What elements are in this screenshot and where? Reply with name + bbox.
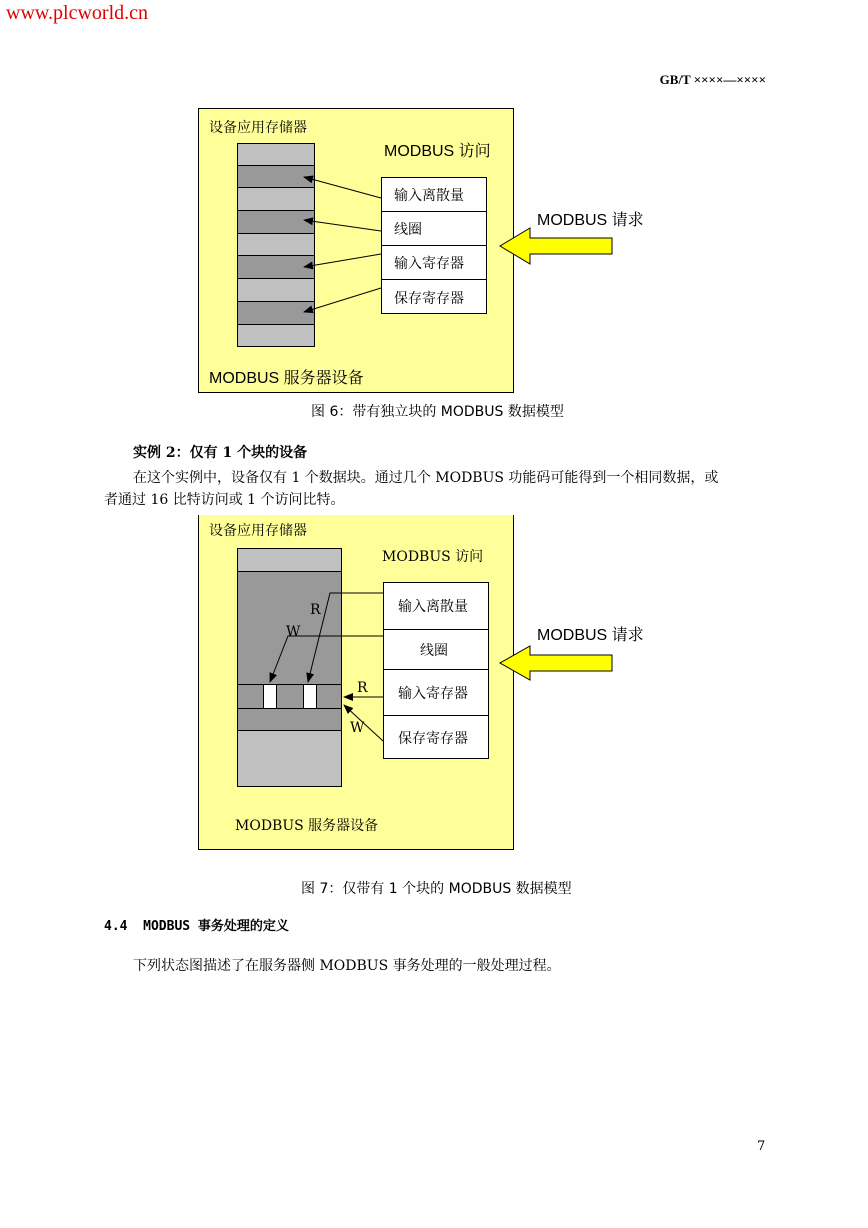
figure-6-server-label: MODBUS 服务器设备 <box>209 370 364 387</box>
section-text: 下列状态图描述了在服务器侧 MODBUS 事务处理的一般处理过程。 <box>133 958 561 974</box>
function-discrete-inputs: 输入离散量 <box>382 178 486 212</box>
figure-7-caption: 图 7：仅带有 1 个块的 MODBUS 数据模型 <box>301 881 572 897</box>
section-heading: 4.4 MODBUS 事务处理的定义 <box>104 919 289 934</box>
figure-7-request-arrow <box>500 646 612 680</box>
function-discrete-inputs: 输入离散量 <box>384 583 488 630</box>
page-number: 7 <box>757 1139 766 1154</box>
figure-7-access-label: MODBUS 访问 <box>382 549 484 565</box>
figure-7-mark-w1: W <box>286 624 301 640</box>
standard-number: GB/T ××××—×××× <box>659 72 766 87</box>
watermark[interactable]: www.plcworld.cn <box>6 2 149 24</box>
figure-6-memory-label: 设备应用存储器 <box>209 120 307 136</box>
function-input-registers: 输入寄存器 <box>382 246 486 280</box>
figure-6-access-label: MODBUS 访问 <box>384 143 491 160</box>
function-holding-registers: 保存寄存器 <box>394 290 464 307</box>
example-2-line-2: 者通过 16 比特访问或 1 个访问比特。 <box>104 492 345 508</box>
function-coils: 线圈 <box>384 630 488 670</box>
figure-7-request-label: MODBUS 请求 <box>537 627 644 644</box>
figure-7-server-label: MODBUS 服务器设备 <box>235 818 379 834</box>
example-2-title: 实例 2：仅有 1 个块的设备 <box>133 445 308 461</box>
example-2-line-1: 在这个实例中，设备仅有 1 个数据块。通过几个 MODBUS 功能码可能得到一个相同数据，或 <box>133 470 719 486</box>
figure-7-mark-w2: W <box>350 720 365 736</box>
figure-7-memory-label: 设备应用存储器 <box>209 523 307 539</box>
figure-6-caption: 图 6：带有独立块的 MODBUS 数据模型 <box>311 404 564 420</box>
figure-7-mark-r2: R <box>357 680 368 696</box>
function-coils: 线圈 <box>382 212 486 246</box>
function-holding-registers: 保存寄存器 <box>398 731 468 747</box>
figure-7-mark-r1: R <box>310 602 321 618</box>
function-input-registers: 输入寄存器 <box>384 670 488 716</box>
figure-6-request-label: MODBUS 请求 <box>537 212 644 229</box>
